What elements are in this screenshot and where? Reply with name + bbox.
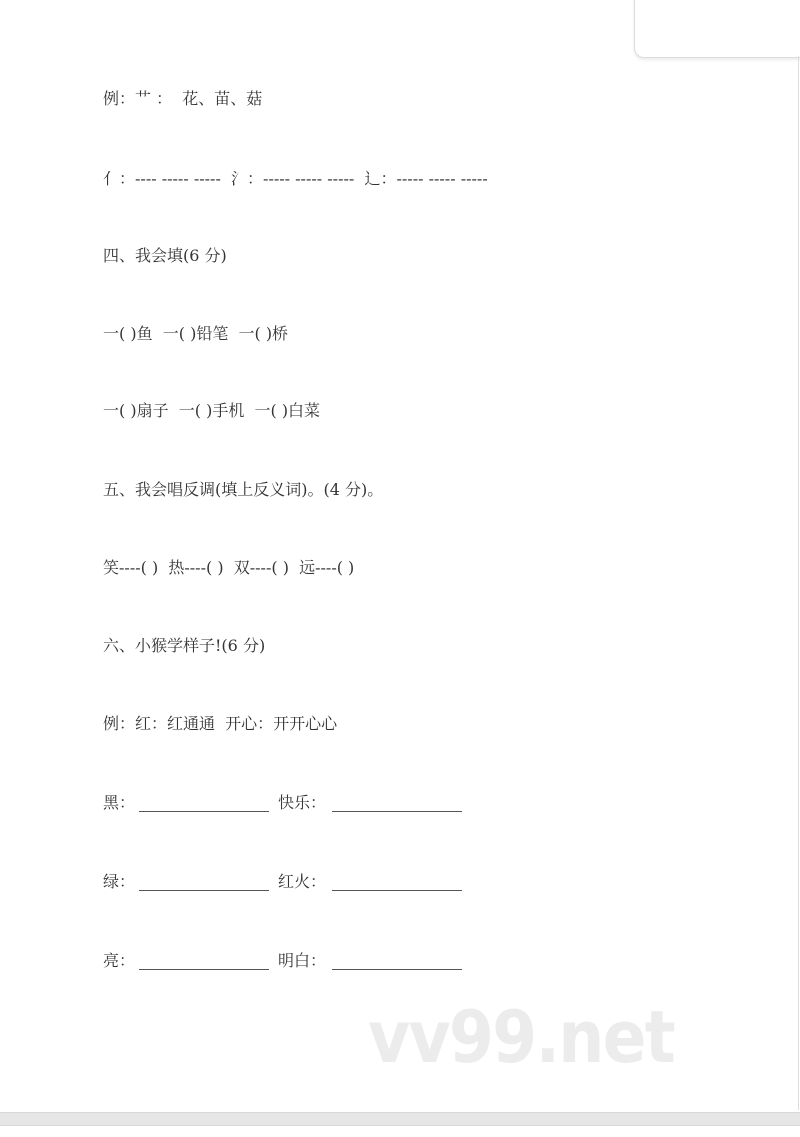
answer-blank[interactable]	[332, 969, 462, 970]
measure-word-line-2: 一( )扇子 一( )手机 一( )白菜	[103, 401, 321, 420]
section-6-heading: 六、小猴学样子!(6 分)	[103, 636, 266, 655]
fill-label: 绿：	[103, 872, 136, 891]
watermark: vv99.net	[368, 995, 674, 1079]
fill-label: 明白：	[278, 951, 327, 970]
page-separator	[0, 1112, 800, 1126]
fill-label: 红火：	[278, 872, 327, 891]
answer-blank[interactable]	[332, 811, 462, 812]
antonym-line: 笑----( ) 热----( ) 双----( ) 远----( )	[103, 558, 355, 577]
answer-blank[interactable]	[139, 811, 269, 812]
fill-label: 亮：	[103, 951, 136, 970]
fill-label: 快乐：	[278, 793, 327, 812]
answer-blank[interactable]	[332, 890, 462, 891]
example-radical-line: 例：艹 ： 花、苗、菇	[103, 89, 263, 108]
answer-blank[interactable]	[139, 969, 269, 970]
measure-word-line-1: 一( )鱼 一( )铅笔 一( )桥	[103, 324, 289, 343]
example-reduplication-line: 例：红：红通通 开心：开开心心	[103, 714, 338, 733]
answer-blank[interactable]	[139, 890, 269, 891]
fill-label: 黑：	[103, 793, 136, 812]
section-5-heading: 五、我会唱反调(填上反义词)。(4 分)。	[103, 480, 384, 499]
section-4-heading: 四、我会填(6 分)	[103, 246, 227, 265]
radical-fill-line: 亻：---- ----- ----- 氵：----- ----- ----- 辶：----- ----- -----	[103, 169, 488, 188]
page-corner-tab	[634, 0, 800, 58]
page-edge	[798, 56, 799, 1110]
